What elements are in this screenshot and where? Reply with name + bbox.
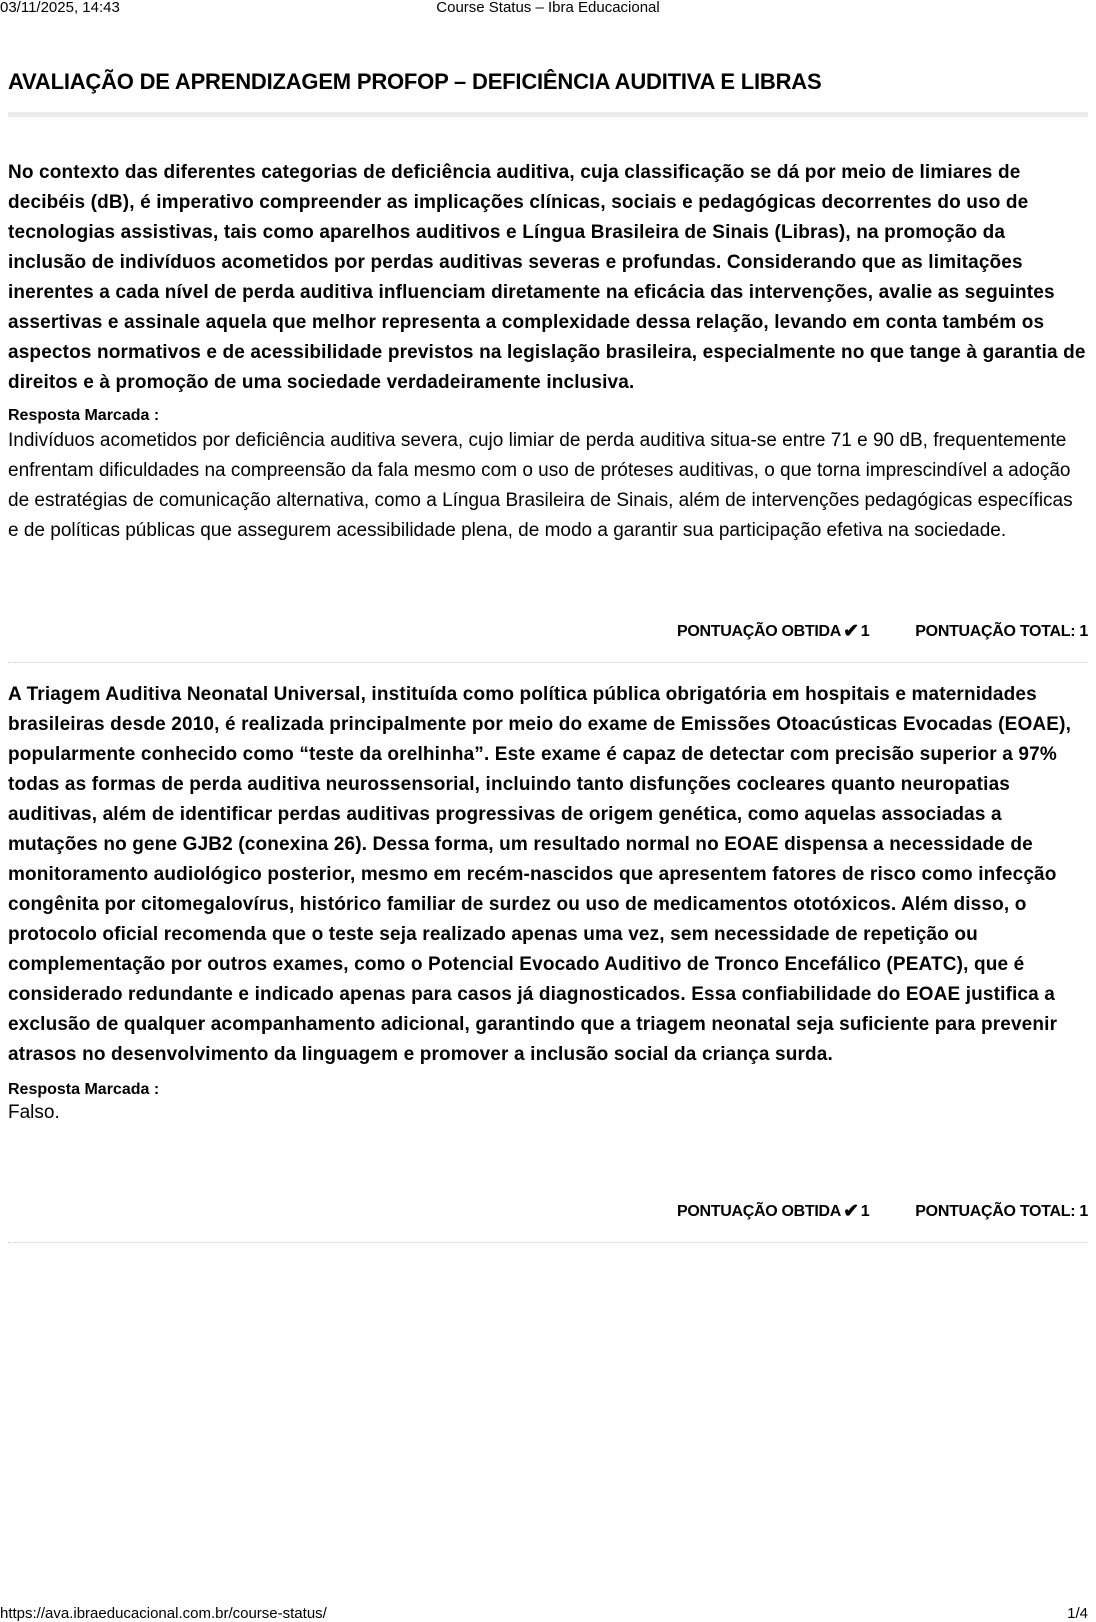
answer-text: Indivíduos acometidos por deficiência auditiva severa, cujo limiar de perda auditiva situa-se entre 71 e 90 dB, frequentemente enfrentam dificuldades na compreensão da fala mesmo com o uso de próteses auditivas, o que torna imprescindível a adoção de estratégias de comunicação alternativa, como a Língua Brasileira de Sinais, além de intervenções pedagógicas específicas e de políticas públicas que assegurem acessibilidade plena, de modo a garantir sua participação efetiva na sociedade. [8,430,1073,541]
score-obtained-label: PONTUAÇÃO OBTIDA [676,1203,842,1220]
score-obtained-value: 1 [860,623,870,640]
score-total [915,623,1088,640]
score-row-2 [677,1202,1088,1222]
score-obtained [677,1202,869,1222]
check-icon: ✔ [843,1201,859,1222]
question-block-1 [8,158,1086,546]
question-text: A Triagem Auditiva Neonatal Universal, instituída como política pública obrigatória em hospitais e maternidades brasileiras desde 2010, é realizada principalmente por meio do exame de Emissões Otoacústicas Evocadas (EOAE), popularmente conhecido como “teste da orelhinha”. Este exame é capaz de detectar com precisão superior a 97% todas as formas de perda auditiva neurossensorial, incluindo tanto disfunções cocleares quanto neuropatias auditivas, além de identificar perdas auditivas progressivas de origem genética, como aquelas associadas a mutações no gene GJB2 (conexina 26). Dessa forma, um resultado normal no EOAE dispensa a necessidade de monitoramento audiológico posterior, mesmo em recém-nascidos que apresentem fatores de risco como infecção congênita por citomegalovírus, histórico familiar de surdez ou uso de medicamentos ototóxicos. Além disso, o protocolo oficial recomenda que o teste seja realizado apenas uma vez, sem necessidade de repetição ou complementação por outros exames, como o Potencial Evocado Auditivo de Tronco Encefálico (PEATC), que é considerado redundante e indicado apenas para casos já diagnosticados. Essa confiabilidade do EOAE justifica a exclusão de qualquer acompanhamento adicional, garantindo que a triagem neonatal seja suficiente para prevenir atrasos no desenvolvimento da linguagem e promover a inclusão social da criança surda. [8,684,1072,1065]
score-obtained-label: PONTUAÇÃO OBTIDA [676,623,842,640]
question-divider [8,662,1088,663]
print-document-title: Course Status – Ibra Educacional [436,0,660,16]
answer-label: Resposta Marcada : [8,407,160,424]
score-total-value: 1 [1079,1203,1088,1220]
answer-label: Resposta Marcada : [8,1081,160,1098]
question-text: No contexto das diferentes categorias de deficiência auditiva, cuja classificação se dá por meio de limiares de decibéis (dB), é imperativo compreender as implicações clínicas, sociais e pedagógicas decorrentes do uso de tecnologias assistivas, tais como aparelhos auditivos e Língua Brasileira de Sinais (Libras), na promoção da inclusão de indivíduos acometidos por perdas auditivas severas e profundas. Considerando que as limitações inerentes a cada nível de perda auditiva influenciam diretamente na eficácia das intervenções, avalie as seguintes assertivas e assinale aquela que melhor representa a complexidade dessa relação, levando em conta também os aspectos normativos e de acessibilidade previstos na legislação brasileira, especialmente no que tange à garantia de direitos e à promoção de uma sociedade verdadeiramente inclusiva. [8,162,1086,393]
score-obtained [677,622,869,642]
print-datetime: 03/11/2025, 14:43 [0,0,120,16]
check-icon: ✔ [843,621,859,642]
page-number: 1/4 [1067,1605,1088,1622]
title-divider [8,112,1088,117]
print-header [0,0,1096,20]
question-divider [8,1242,1088,1243]
score-row-1 [677,622,1088,642]
page-title: AVALIAÇÃO DE APRENDIZAGEM PROFOP – DEFICIÊNCIA AUDITIVA E LIBRAS [8,69,822,94]
print-url: https://ava.ibraeducacional.com.br/course-status/ [0,1605,327,1622]
score-total-label: PONTUAÇÃO TOTAL: [915,1203,1076,1220]
answer-text: Falso. [8,1102,60,1123]
score-obtained-value: 1 [860,1203,870,1220]
question-block-2 [8,680,1086,1126]
score-total-label: PONTUAÇÃO TOTAL: [915,623,1076,640]
score-total-value: 1 [1079,623,1088,640]
score-total [915,1203,1088,1220]
